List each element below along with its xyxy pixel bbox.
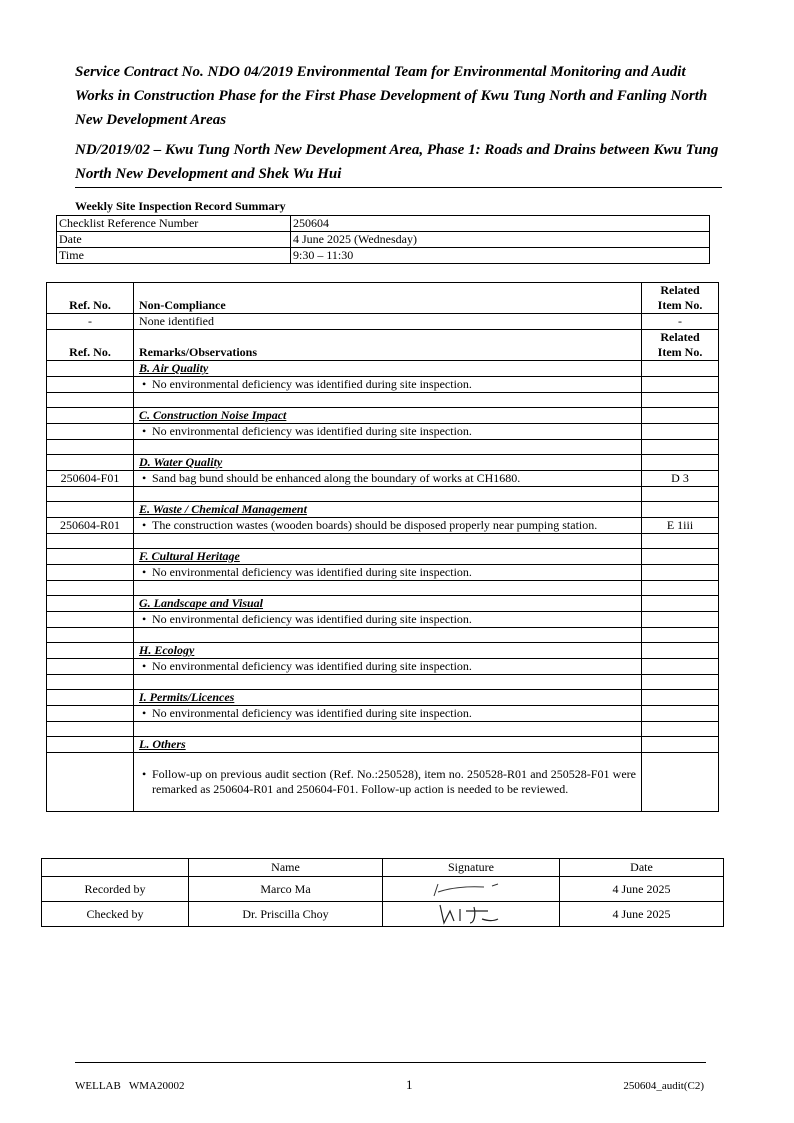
table-row [47,471,719,487]
observation: • No environmental deficiency was identified during site inspection. [134,377,642,393]
summary-title: Weekly Site Inspection Record Summary [75,199,286,213]
signature-marco [383,877,560,902]
observation: • No environmental deficiency was identified during site inspection. [134,706,642,722]
footer-left: WELLAB WMA20002 [75,1080,185,1092]
related-label: Related [660,330,700,344]
section-water-quality: D. Water Quality [134,455,642,471]
blank-row [47,628,719,643]
observation: • No environmental deficiency was identified during site inspection. [134,565,642,581]
item-no-label: Item No. [657,298,703,312]
remarks-header: Remarks/Observations [134,330,642,361]
signature-header: Signature [383,859,560,877]
role: Recorded by [42,877,189,902]
summary-value: 250604 [291,216,710,232]
name-header: Name [189,859,383,877]
table-row [47,565,719,581]
related-item-header [642,330,719,361]
footer-right: 250604_audit(C2) [623,1080,704,1092]
section-others: L. Others [134,737,642,753]
section-row [47,596,719,612]
observation-ref: 250604-F01 [47,471,134,487]
table-row [47,518,719,534]
page-number: 1 [406,1077,413,1092]
signoff-row [42,877,724,902]
signature-mark [426,903,516,925]
table-row [47,659,719,675]
sign-date: 4 June 2025 [560,902,724,927]
nc-ref: - [47,314,134,330]
observation: • No environmental deficiency was identified during site inspection. [134,612,642,628]
section-row [47,455,719,471]
section-ecology: H. Ecology [134,643,642,659]
summary-value: 9:30 – 11:30 [291,248,710,264]
observation-text: No environmental deficiency was identified during site inspection. [152,612,472,626]
ref-header: Ref. No. [47,283,134,314]
nc-item: - [642,314,719,330]
role: Checked by [42,902,189,927]
ref-header: Ref. No. [47,330,134,361]
observation-text: No environmental deficiency was identified during site inspection. [152,565,472,579]
summary-value: 4 June 2025 (Wednesday) [291,232,710,248]
date-header: Date [560,859,724,877]
signature-mark [426,878,516,900]
related-item: E 1iii [642,518,719,534]
signature-choy [383,902,560,927]
section-row [47,361,719,377]
blank-row [47,675,719,690]
observation: • Follow-up on previous audit section (Ref. No.:250528), item no. 250528-R01 and 250528-F01 were remarked as 250604-R01 and 250604-F01. Follow-up action is needed to be reviewed. [134,753,642,812]
observation-ref: 250604-R01 [47,518,134,534]
observation-text: No environmental deficiency was identified during site inspection. [152,424,472,438]
signoff-header-row [42,859,724,877]
observation-text: Sand bag bund should be enhanced along the boundary of works at CH1680. [152,471,521,485]
sign-date: 4 June 2025 [560,877,724,902]
summary-label: Checklist Reference Number [57,216,291,232]
blank-row [47,722,719,737]
contract-title: Service Contract No. NDO 04/2019 Environmental Team for Environmental Monitoring and Audit Works in Construction Phase for the First Phase Development of Kwu Tung North and Fanling North New Development Areas [75,64,708,128]
table-row [47,424,719,440]
observation-text: The construction wastes (wooden boards) should be disposed properly near pumping station. [152,518,598,532]
observation-text: No environmental deficiency was identified during site inspection. [152,659,472,673]
section-air-quality: B. Air Quality [134,361,642,377]
document-header [75,60,720,186]
related-label: Related [660,283,700,297]
noncompliance-header: Non-Compliance [134,283,642,314]
footer-divider [75,1062,706,1063]
related-item-header [642,283,719,314]
section-row [47,690,719,706]
observation: • Sand bag bund should be enhanced along the boundary of works at CH1680. [134,471,642,487]
summary-label: Time [57,248,291,264]
nc-text: None identified [134,314,642,330]
blank-row [47,393,719,408]
blank-row [47,581,719,596]
table-row [47,612,719,628]
signoff-row [42,902,724,927]
section-row [47,643,719,659]
table-row [47,706,719,722]
section-row [47,502,719,518]
section-row [47,549,719,565]
blank-row [47,534,719,549]
signer-name: Marco Ma [189,877,383,902]
summary-row [57,216,710,232]
section-permits: I. Permits/Licences [134,690,642,706]
blank-row [47,440,719,455]
signoff-table [41,858,724,927]
header-divider [75,187,722,188]
observation-text: Follow-up on previous audit section (Ref. No.:250528), item no. 250528-R01 and 250528-F01 were remarked as 250604-R01 and 250604-F01. Follow-up action is needed to be reviewed. [152,767,636,796]
table-row [47,753,719,812]
signer-name: Dr. Priscilla Choy [189,902,383,927]
section-landscape: G. Landscape and Visual [134,596,642,612]
observation: • No environmental deficiency was identified during site inspection. [134,659,642,675]
item-no-label: Item No. [657,345,703,359]
section-row [47,408,719,424]
section-row [47,737,719,753]
blank-row [47,487,719,502]
observation-text: No environmental deficiency was identified during site inspection. [152,377,472,391]
related-item: D 3 [642,471,719,487]
inspection-table [46,282,719,812]
section-waste: E. Waste / Chemical Management [134,502,642,518]
summary-row [57,232,710,248]
remarks-header-row [47,330,719,361]
summary-row [57,248,710,264]
summary-table [56,215,710,264]
section-heritage: F. Cultural Heritage [134,549,642,565]
summary-label: Date [57,232,291,248]
noncompliance-header-row [47,283,719,314]
observation-text: No environmental deficiency was identified during site inspection. [152,706,472,720]
observation: • No environmental deficiency was identified during site inspection. [134,424,642,440]
table-row [47,314,719,330]
observation: • The construction wastes (wooden boards) should be disposed properly near pumping station. [134,518,642,534]
project-title: ND/2019/02 – Kwu Tung North New Development Area, Phase 1: Roads and Drains between Kwu Tung North New Development and Shek Wu Hui [75,142,719,182]
table-row [47,377,719,393]
section-noise: C. Construction Noise Impact [134,408,642,424]
